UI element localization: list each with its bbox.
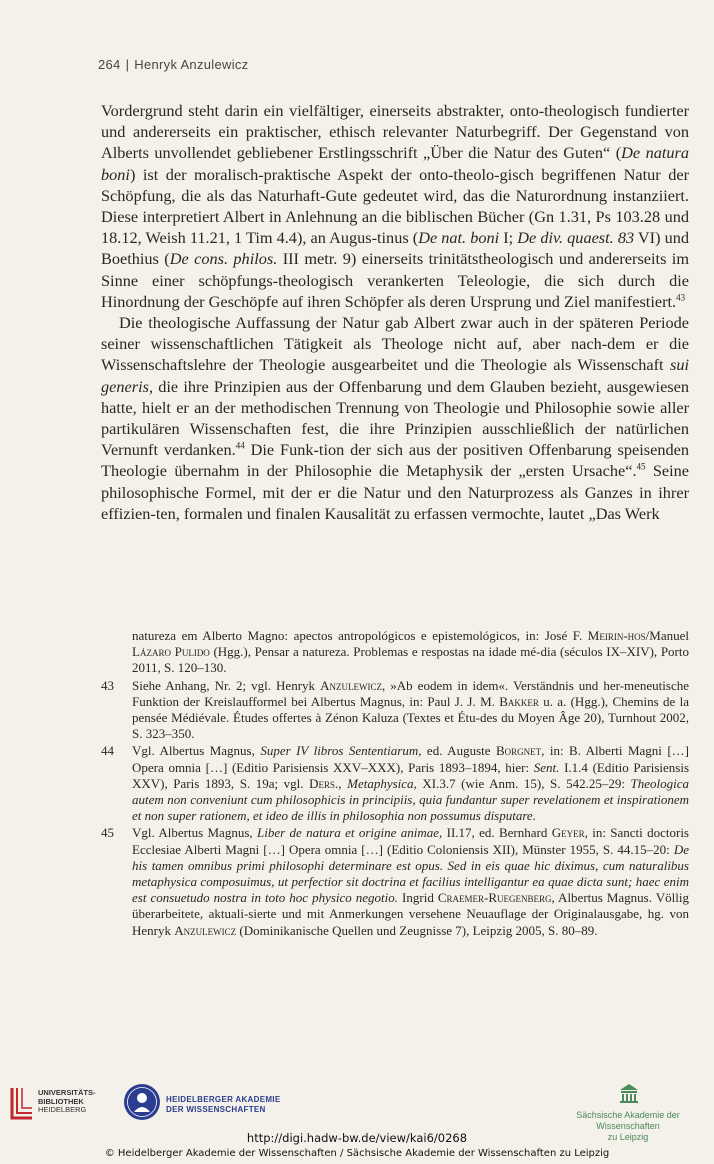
running-header	[98, 57, 248, 72]
footnote-number: 45	[101, 825, 114, 841]
footnote-44: 44 Vgl. Albertus Magnus, Super IV libros Sententiarum, ed. Auguste Borgnet, in: B. Alberti Magni […] Opera omnia […] (Editio Parisiensis XXV–XXX), Paris 1893–1894, hier: Sent. I.1.4 (Editio Parisiensis XXV), Paris 1893, S. 19a; vgl. Ders., Metaphysica, XI.3.7 (wie Anm. 15), S. 542.25–29: Theologica autem non conveniunt cum philosophicis in principiis, quia fundantur super revelationem et inspirationem et non super rationem, et ideo de illis in philosophia non possumus disputare.	[101, 743, 690, 824]
academy-seal-icon	[123, 1083, 161, 1121]
header-separator: |	[125, 57, 130, 72]
paragraph: Vordergrund steht darin ein vielfältiger, einerseits abstrakter, onto-theologisch fundierter und andererseits ein praktischer, ethisch relevanter Naturbegriff. Der Gegenstand von Alberts unvollendet gebliebener Erstlingsschrift „Über die Natur des Guten“ (De natura boni) ist der moralisch-praktische Aspekt der onto-theolo-gisch begriffenen Natur der Schöpfung, die als das Naturhaft-Gute gedeutet wird, das die Naturordnung instanziiert. Diese interpretiert Albert in Anlehnung an die biblischen Bücher (Gn 1.31, Ps 103.28 und 18.12, Weish 11.21, 1 Tim 4.4), an Augus-tinus (De nat. boni I; De div. quaest. 83 VI) und Boethius (De cons. philos. III metr. 9) einerseits trinitätstheologisch und andererseits im Sinne einer schöpfungs-theologisch verankerten Teleologie, die sich durch die Hinordnung der Geschöpfe auf ihren Schöpfer als deren Ursprung und Ziel manifestiert.$^{43}$	[101, 101, 689, 311]
paragraph: Die theologische Auffassung der Natur gab Albert zwar auch in der späteren Periode seiner wissenschaftlichen Tätigkeit als Theologe nicht auf, aber nach-dem er die Wissenschaftslehre der Theologie ausgearbeitet und die Theologie als Wissenschaft sui generis, die ihre Prinzipien aus der Offenbarung und dem Glauben bezieht, ausgewiesen hatte, hielt er an der methodischen Trennung von Theologie und Philosophie sowie aller partikulären Wissenschaften fest, die ihre Prinzipien ausschließlich der natürlichen Vernunft verdanken.$^{44}$ Die Funk-tion der sich aus der positiven Offenbarung speisenden Theologie übernahm in der Philosophie die Metaphysik der „ersten Ursache“.$^{45}$ Seine philosophische Formel, mit der er die Natur und den Naturprozess als Ganzes in ihrer effizien-ten, formalen und finalen Kausalität zu erfassen vermochte, lautet „Das Werk	[101, 313, 689, 523]
footnote-43: 43 Siehe Anhang, Nr. 2; vgl. Henryk Anzulewicz, »Ab eodem in idem«. Verständnis und her-meneutische Funktion der Kreislaufformel bei Albertus Magnus, in: Paul J. J. M. Bakker u. a. (Hgg.), Chemins de la pensée Médiévale. Études offertes à Zénon Kaluza (Textes et Étu-des du Moyen Âge 20), Turnhout 2002, S. 323–350.	[101, 677, 689, 742]
hadw-logo[interactable]	[123, 1083, 323, 1125]
footnote-number: 44	[101, 743, 114, 759]
main-text	[101, 100, 689, 524]
saw-logo-text: Sächsische Akademie der Wissenschaften zu Leipzig	[576, 1110, 680, 1142]
footnote-continued: natureza em Alberto Magno: apectos antropológicos e epistemológicos, in: José F. Meirin-hos/Manuel Lázaro Pulido (Hgg.), Pensar a natureza. Problemas e respostas na idade mé-dia (séculos IX–XIV), Porto 2011, S. 120–130.	[132, 628, 689, 676]
hadw-logo-text: HEIDELBERGER AKADEMIE DER WISSENSCHAFTEN	[166, 1095, 281, 1114]
footnote-ref[interactable]: 44	[235, 440, 245, 451]
footnote-ref[interactable]: 45	[636, 462, 646, 473]
footnote-45: 45 Vgl. Albertus Magnus, Liber de natura et origine animae, II.17, ed. Bernhard Geyer, in: Sancti doctoris Ecclesiae Alberti Magni […] Opera omnia […] (Editio Coloniensis XII), Münster 1955, S. 44.15–20: De his tamen omnibus primi philosophi determinare est opus. Sed in eis quae hic diximus, cum naturalibus metaphysica composuimus, ut perfectior sit doctrina et facilius intelligantur ea quae dicta sunt; haec enim est consuetudo nostra in toto hoc physico negotio. Ingrid Craemer-Ruegenberg, Albertus Magnus. Völlig überarbeitete, aktuali-sierte und mit Anmerkungen versehene Neuauflage der Originalausgabe, hg. von Henryk Anzulewicz (Dominikanische Quellen und Zeugnisse 7), Leipzig 2005, S. 80–89.	[101, 825, 689, 938]
building-icon	[618, 1082, 640, 1104]
ub-logo-text: UNIVERSITÄTS- BIBLIOTHEK HEIDELBERG	[38, 1088, 96, 1114]
copyright-notice: © Heidelberger Akademie der Wissenschaften / Sächsische Akademie der Wissenschaften zu Leipzig	[104, 1148, 610, 1159]
header-author: Henryk Anzulewicz	[134, 57, 249, 72]
footnote-ref[interactable]: 43	[676, 292, 686, 303]
saw-leipzig-logo[interactable]	[548, 1082, 708, 1142]
page-number: 264	[98, 57, 121, 72]
permalink[interactable]: http://digi.hadw-bw.de/view/kai6/0268	[246, 1131, 468, 1145]
footnote-number: 43	[101, 677, 114, 693]
ub-heidelberg-logo[interactable]	[8, 1086, 108, 1122]
footnotes	[101, 628, 689, 940]
ub-logo-icon	[8, 1086, 36, 1120]
